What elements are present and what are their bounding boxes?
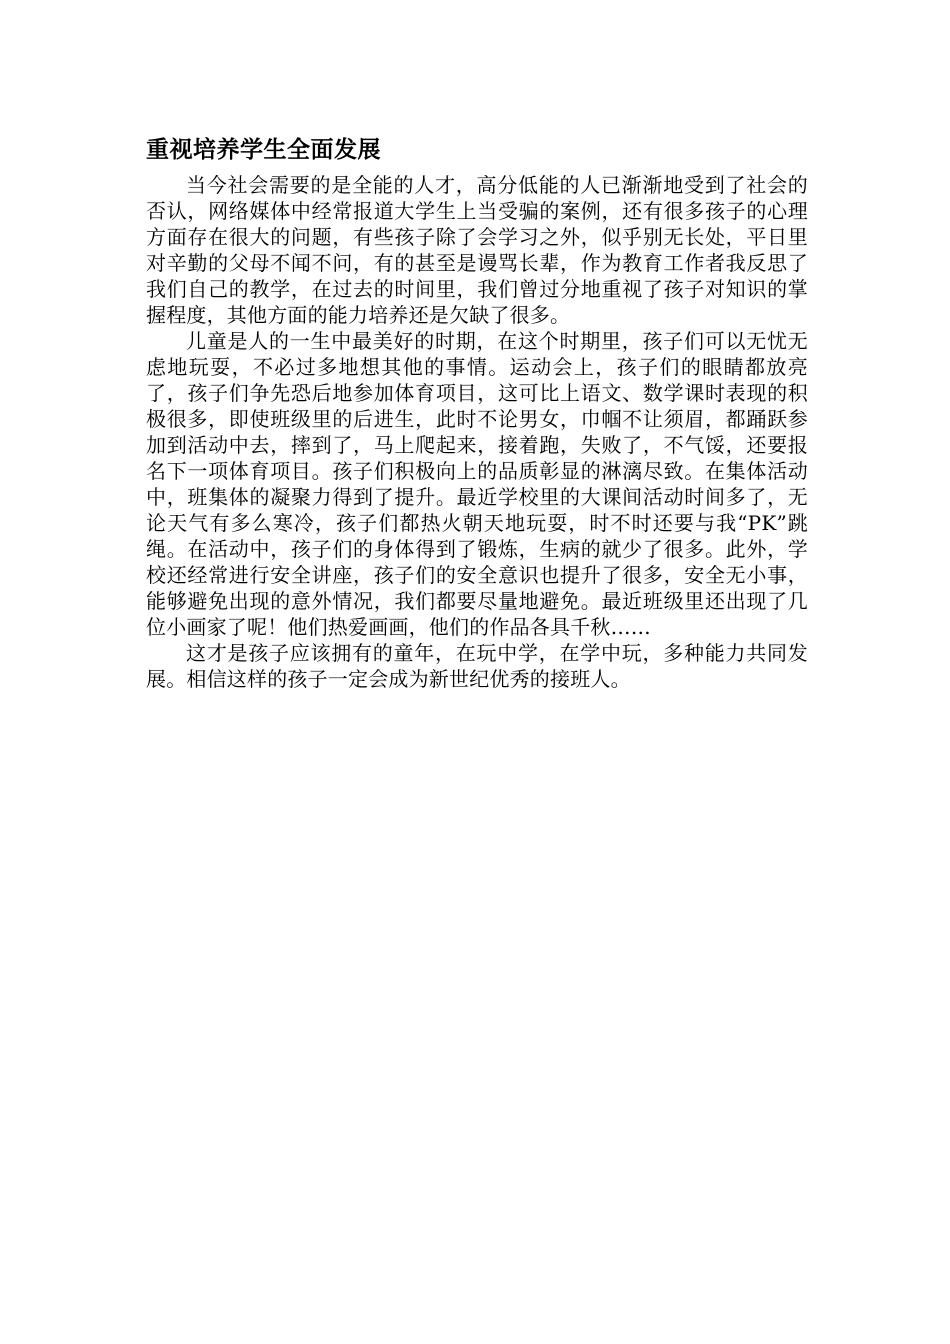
paragraph-1: 当今社会需要的是全能的人才，高分低能的人已渐渐地受到了社会的否认，网络媒体中经常报道大学生上当受骗的案例，还有很多孩子的心理方面存在很大的问题，有些孩子除了会学习之外，似乎别无长处，平日里对辛勤的父母不闻不问，有的甚至是谩骂长辈，作为教育工作者我反思了我们自己的教学，在过去的时间里，我们曾过分地重视了孩子对知识的掌握程度，其他方面的能力培养还是欠缺了很多。	[146, 173, 808, 327]
document-body	[146, 132, 808, 692]
paragraph-2: 儿童是人的一生中最美好的时期，在这个时期里，孩子们可以无忧无虑地玩耍，不必过多地想其他的事情。运动会上，孩子们的眼睛都放亮了，孩子们争先恐后地参加体育项目，这可比上语文、数学课时表现的积极很多，即使班级里的后进生，此时不论男女，巾帼不让须眉，都踊跃参加到活动中去，摔到了，马上爬起来，接着跑，失败了，不气馁，还要报名下一项体育项目。孩子们积极向上的品质彰显的淋漓尽致。在集体活动中，班集体的凝聚力得到了提升。最近学校里的大课间活动时间多了，无论天气有多么寒冷，孩子们都热火朝天地玩耍，时不时还要与我“PK”跳绳。在活动中，孩子们的身体得到了锻炼，生病的就少了很多。此外，学校还经常进行安全讲座，孩子们的安全意识也提升了很多，安全无小事，能够避免出现的意外情况，我们都要尽量地避免。最近班级里还出现了几位小画家了呢！他们热爱画画，他们的作品各具千秋……	[146, 329, 808, 639]
document-title: 重视培养学生全面发展	[146, 137, 381, 163]
paragraph-3: 这才是孩子应该拥有的童年，在玩中学，在学中玩，多种能力共同发展。相信这样的孩子一定会成为新世纪优秀的接班人。	[146, 641, 808, 691]
